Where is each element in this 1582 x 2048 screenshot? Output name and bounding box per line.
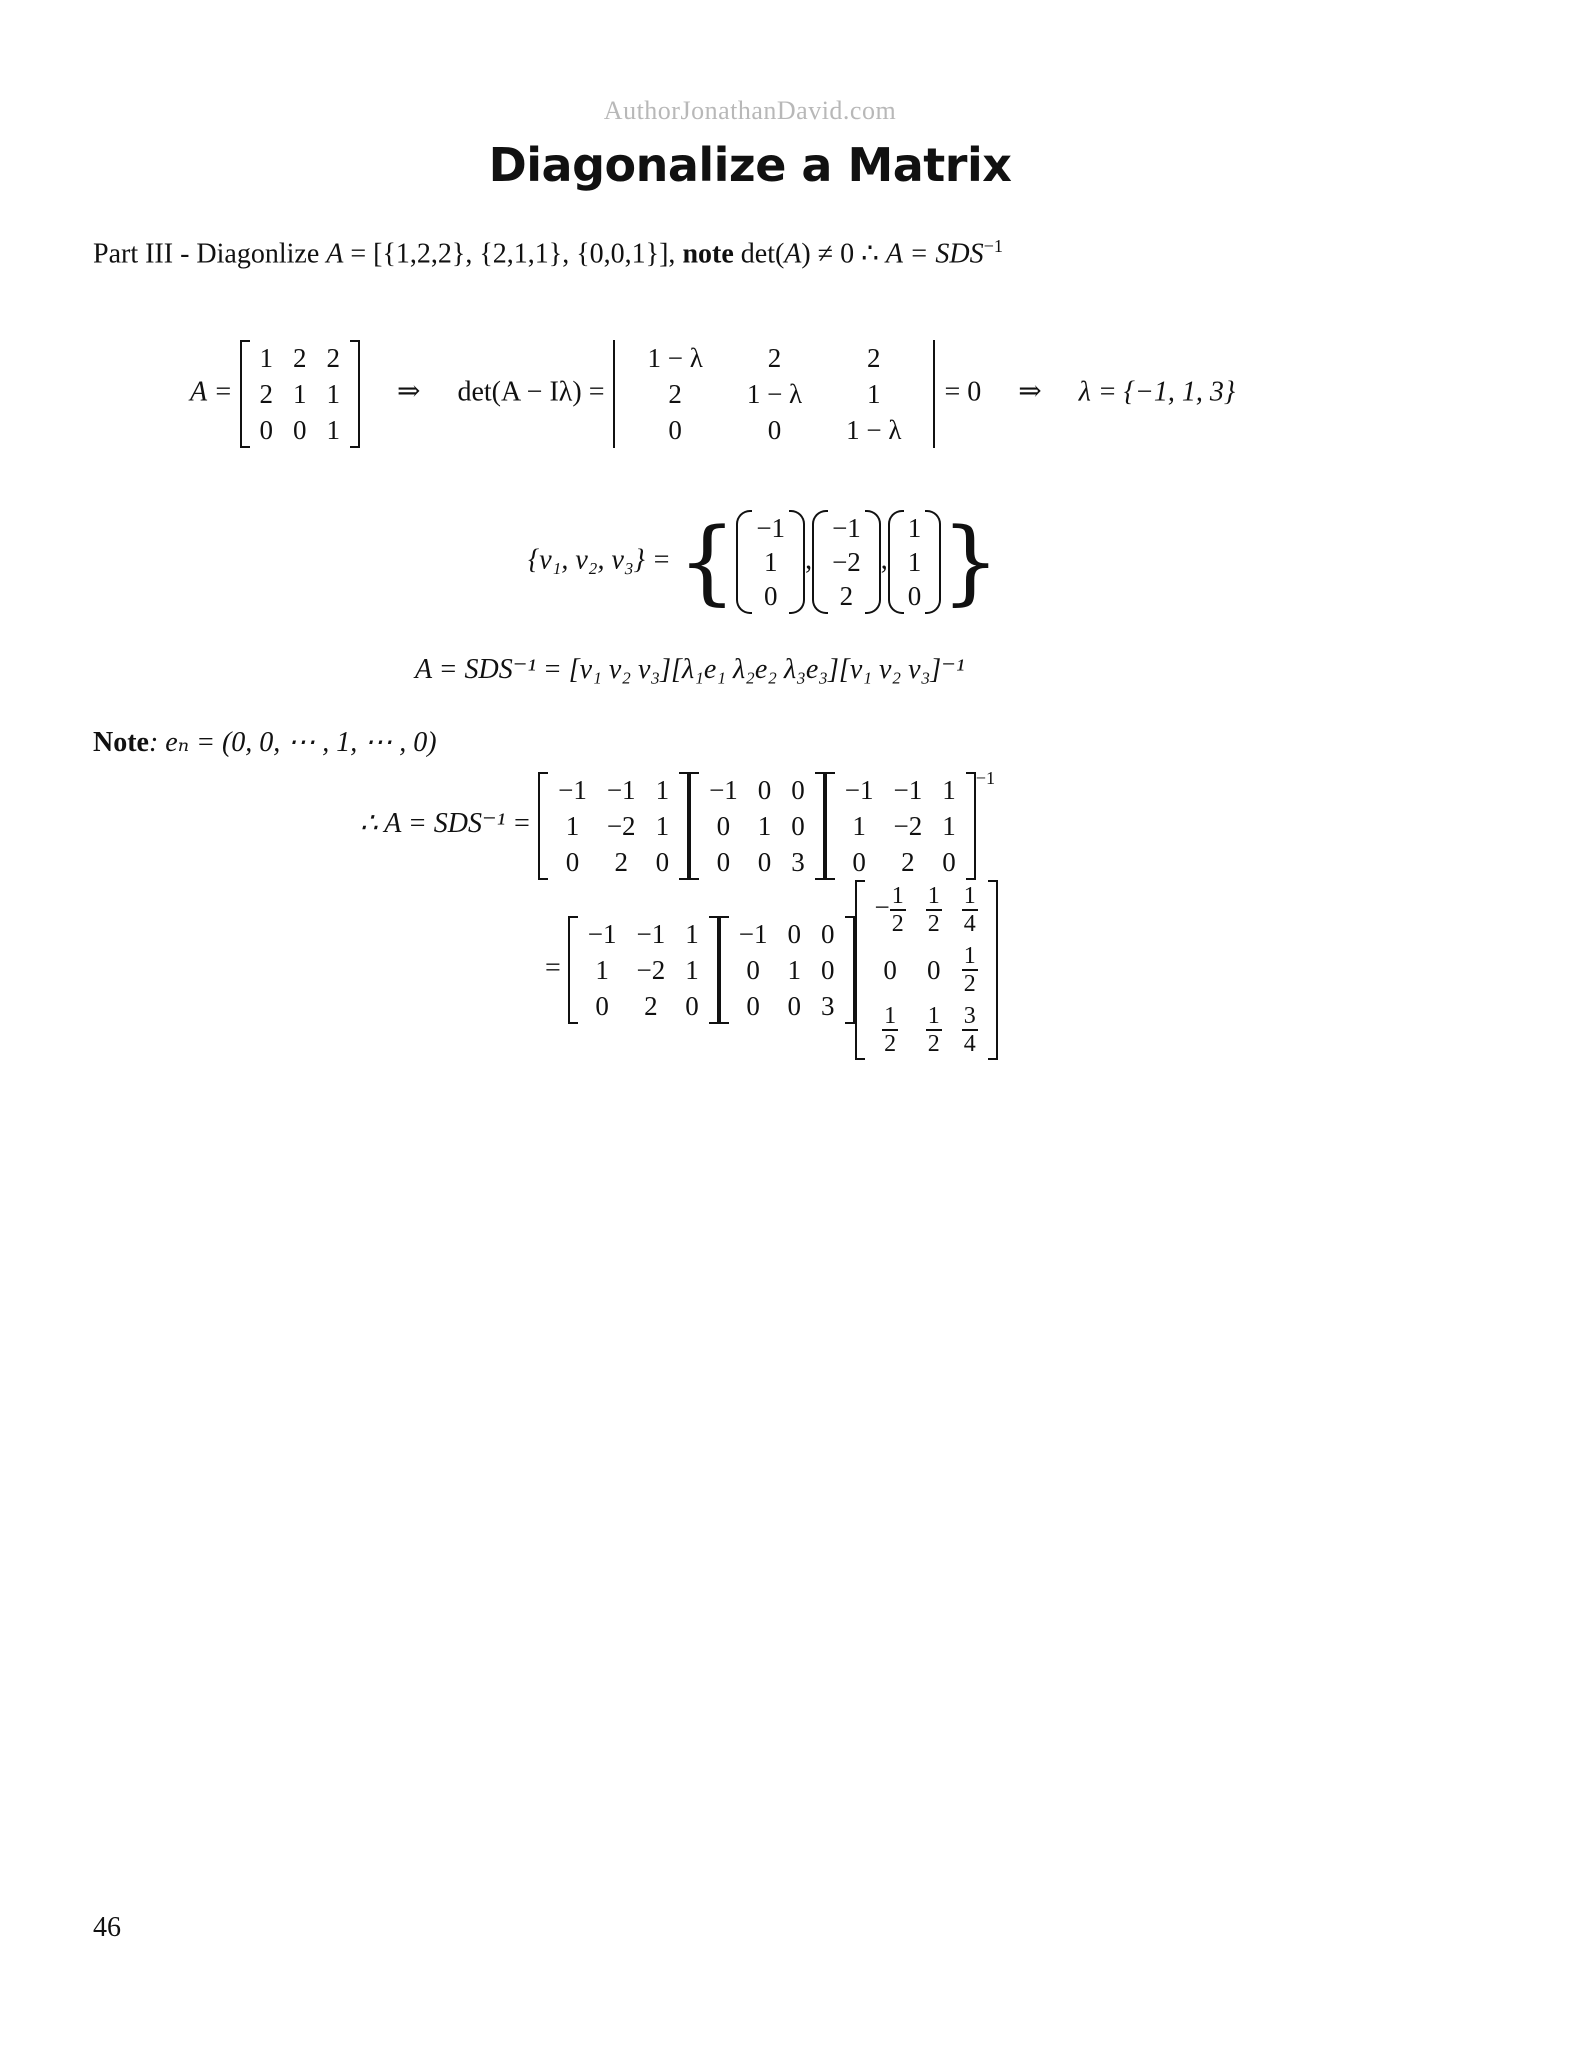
equation-eigenvalues [190, 340, 1235, 448]
intro-det-close: ) ≠ 0 ∴ [801, 238, 886, 270]
equation-product [360, 768, 995, 880]
intro-a: A [326, 238, 344, 270]
equation-sds: A = SDS⁻¹ = [v₁ v₂ v₃][λ₁e₁ λ₂e₂ λ₃e₃][v₁ v₂ v₃]⁻¹ [415, 654, 965, 685]
det-matrix: 1 − λ 2 2 2 1 − λ 1 0 0 1 − λ [611, 340, 937, 448]
matrix-s-inverse-form: −1 −1 1 1 −2 1 0 2 0 [825, 772, 976, 880]
matrix-a-table: 1 2 2 2 1 1 0 0 1 [259, 343, 340, 445]
eq2-lhs: {v₁, v₂, v₃} = [528, 544, 671, 576]
vector-v1: −1 1 0 [736, 510, 805, 614]
vector-v3: 1 1 0 [888, 510, 942, 614]
matrix-d: −1 0 0 0 1 0 0 0 3 [689, 772, 825, 880]
matrix-s-2: −1 −1 1 1 −2 1 0 2 0 [568, 916, 719, 1024]
header-site: AuthorJonathanDavid.com [603, 96, 897, 125]
matrix-s-inverse: − $\frac{1}{2}$ $\frac{1}{2}$ $\frac{1}{4}$ 0 0 $\frac{1}{2}$ $\frac{1}{2}$ $\frac{1}{2}$ $\frac{3}{4}$ [855, 880, 998, 1060]
note-text: : eₙ = (0, 0, ⋯ , 1, ⋯ , 0) [148, 727, 437, 758]
arrow-1: ⇒ [397, 376, 421, 408]
eq1-lhs: A = [190, 376, 233, 408]
intro-note: note [682, 238, 734, 270]
eq5-lhs: = [545, 952, 561, 984]
arrow-2: ⇒ [1018, 376, 1042, 408]
note-label: Note [93, 727, 149, 758]
eq4-lhs: ∴ A = SDS⁻¹ = [360, 808, 532, 839]
intro-det-a: A [784, 238, 802, 270]
matrix-s: −1 −1 1 1 −2 1 0 2 0 [538, 772, 689, 880]
vector-v2: −1 −2 2 [812, 510, 881, 614]
matrix-a [240, 340, 361, 448]
eigenvalues: λ = {−1, 1, 3} [1078, 376, 1236, 408]
matrix-d-2: −1 0 0 0 1 0 0 0 3 [719, 916, 855, 1024]
intro-prefix: Part III - Diagonlize [93, 238, 327, 270]
intro-eq: = [{1,2,2}, {2,1,1}, {0,0,1}], [343, 238, 683, 270]
note-line [93, 725, 437, 759]
intro-sup: −1 [983, 236, 1003, 256]
det-label: det(A − Iλ) = [457, 376, 605, 408]
page-title: Diagonalize a Matrix [488, 138, 1012, 192]
equation-eigenvectors: {v₁, v₂, v₃} = { −1 1 0 , −1 −2 2 , 1 1 0 } [528, 508, 1000, 615]
brace-right: } [941, 508, 1000, 615]
brace-left: { [677, 508, 737, 615]
eq-zero: = 0 [944, 376, 982, 408]
equation-expanded [545, 880, 998, 1060]
inverse-exponent: −1 [975, 768, 996, 788]
intro-sds: A = SDS [885, 238, 984, 270]
intro-det: det( [733, 238, 785, 270]
intro-line [93, 236, 1003, 270]
page-number: 46 [93, 1912, 121, 1943]
